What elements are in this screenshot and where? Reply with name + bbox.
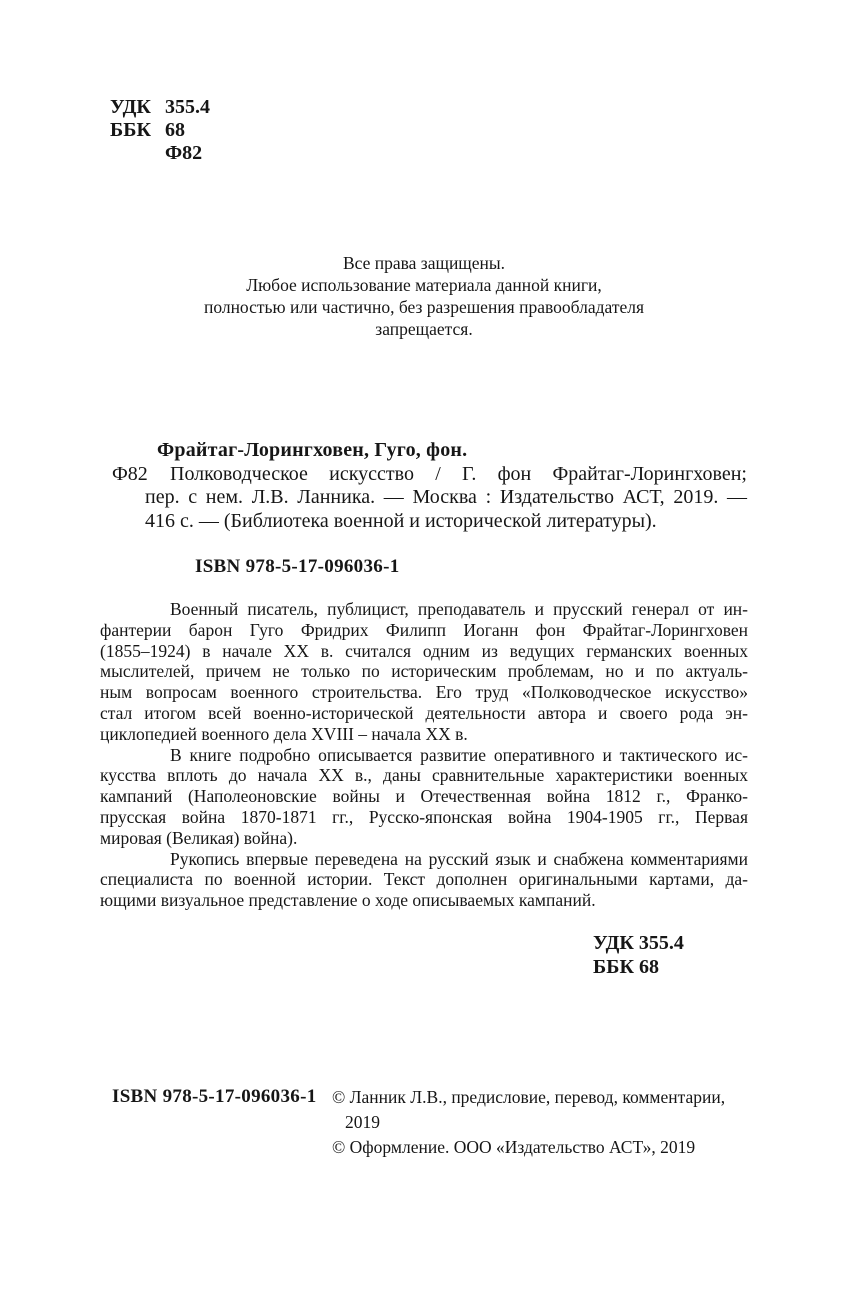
text-line: Все права защищены.: [342, 253, 506, 273]
text-line: © Ланник Л.В., предисловие, перевод, комментарии,: [332, 1087, 726, 1107]
text-line: стал итогом всей военно-исторической деятельности автора и своего рода эн-: [100, 702, 748, 723]
text-line: Рукопись впервые переведена на русский язык и снабжена комментариями: [170, 848, 748, 869]
text-line: пер. с нем. Л.В. Ланника. — Москва : Издательство АСТ, 2019. —: [145, 486, 747, 508]
text-line: прусская война 1870-1871 гг., Русско-японская война 1904-1905 гг., Первая: [100, 806, 748, 827]
text-line: специалиста по военной истории. Текст дополнен оригинальными картами, да-: [100, 869, 748, 890]
annotation-paragraph-3: [100, 849, 748, 911]
footer-isbn-number: ISBN 978-5-17-096036-1: [112, 1086, 317, 1107]
bbk-row: [110, 119, 210, 142]
udk-label: УДК: [110, 96, 151, 118]
bbk-value: 68: [165, 119, 185, 141]
text-line: кусства вплоть до начала XX в., даны сравнительные характеристики военных: [100, 765, 748, 786]
catalog-author: Фрайтаг-Лорингховен, Гуго, фон.: [157, 439, 468, 461]
author-sign-row: [110, 142, 210, 165]
text-line: УДК 355.4: [593, 932, 684, 954]
catalog-code: Ф82: [112, 463, 148, 485]
bbk-label: ББК: [110, 119, 151, 141]
text-line: ББК 68: [593, 956, 659, 978]
catalog-entry: [112, 439, 747, 533]
author-sign-label: [110, 142, 165, 165]
catalog-description: [145, 463, 747, 534]
text-line: Военный писатель, публицист, преподаватель и прусский генерал от ин-: [170, 599, 748, 619]
text-line: мировая (Великая) война).: [100, 827, 298, 848]
text-line: Любое использование материала данной книги,: [246, 275, 602, 295]
text-line: запрещается.: [375, 319, 473, 339]
text-line: фантерии барон Гуго Фридрих Филипп Иоганн фон Фрайтаг-Лорингховен: [100, 619, 748, 640]
text-line: кампаний (Наполеоновские войны и Отечественная война 1812 г., Франко-: [100, 786, 748, 807]
text-line: циклопедией военного дела XVIII – начала XX в.: [100, 723, 468, 744]
text-line: (1855–1924) в начале XX в. считался одним из ведущих германских военных: [100, 640, 748, 661]
udk-bbk-codes: [110, 96, 210, 165]
text-line: полностью или частично, без разрешения правообладателя: [203, 297, 645, 317]
text-line: 2019: [345, 1112, 380, 1132]
text-line: мыслителей, причем не только по историческим проблемам, но и по актуаль-: [100, 661, 748, 682]
udk-row: [110, 96, 210, 119]
text-line: ным вопросам военного строительства. Его труд «Полководческое искусство»: [100, 682, 748, 703]
text-line: 416 с. — (Библиотека военной и исторической литературы).: [145, 509, 657, 532]
udk-bbk-codes-bottom: [593, 931, 684, 979]
udk-value: 355.4: [165, 96, 210, 118]
annotation: [100, 599, 748, 911]
annotation-paragraph-2: [100, 745, 748, 849]
rights-notice: [100, 252, 748, 340]
author-sign-value: Ф82: [165, 142, 203, 164]
text-line: Полководческое искусство / Г. фон Фрайтаг-Лорингховен;: [170, 462, 747, 485]
text-line: ющими визуальное представление о ходе описываемых кампаний.: [100, 890, 596, 911]
isbn-number: ISBN 978-5-17-096036-1: [195, 556, 400, 577]
text-line: В книге подробно описывается развитие оперативного и тактического ис-: [170, 744, 748, 765]
annotation-paragraph-1: [100, 599, 748, 745]
text-line: © Оформление. ООО «Издательство АСТ», 2019: [332, 1137, 696, 1157]
copyright-block: [332, 1085, 752, 1160]
